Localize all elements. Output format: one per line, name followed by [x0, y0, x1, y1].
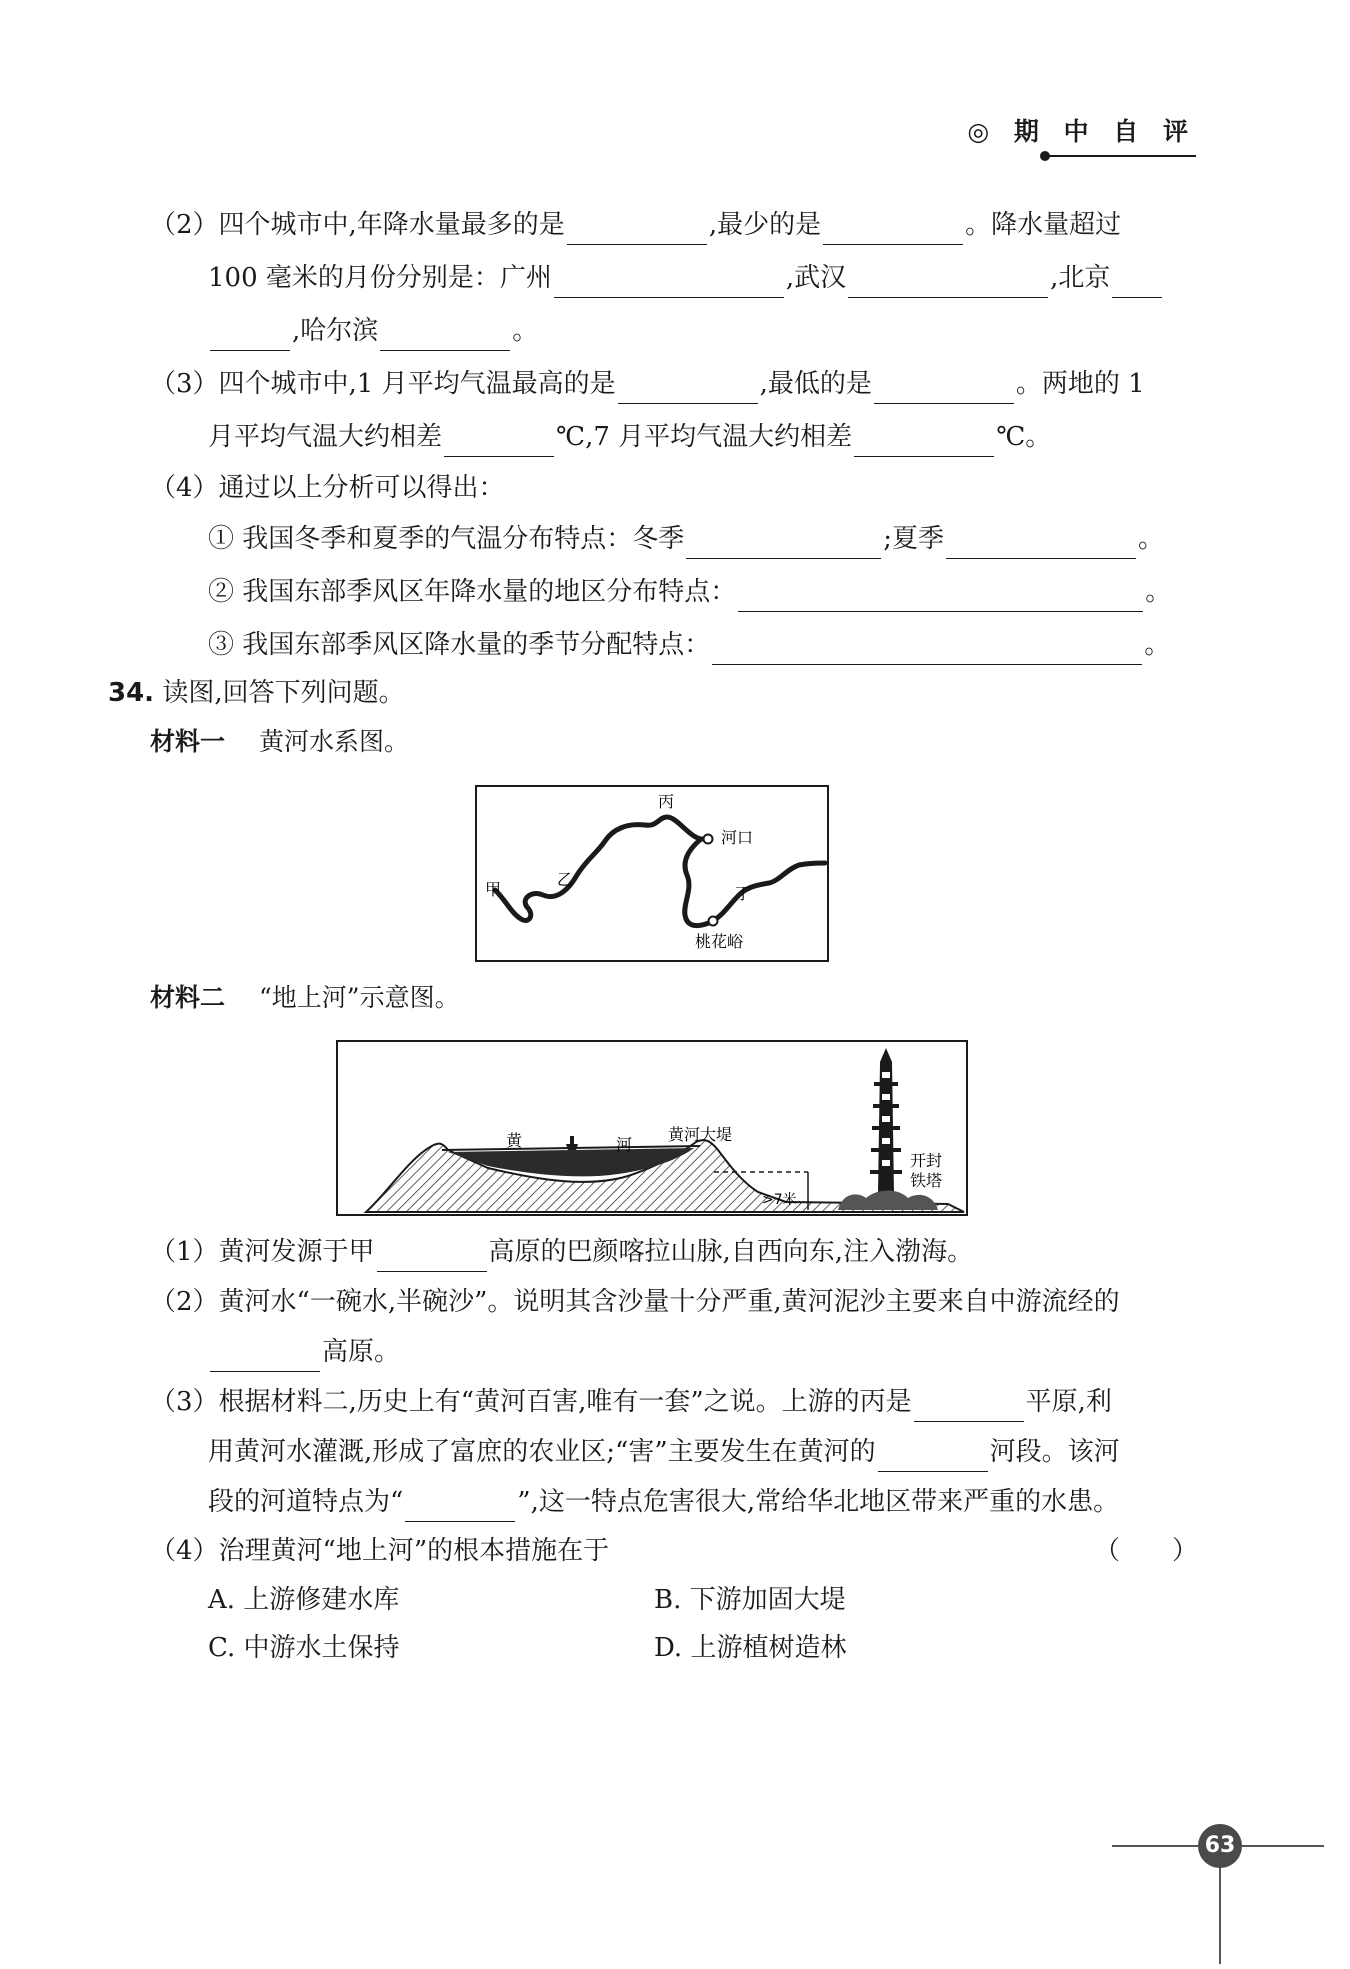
q34-p4-stem: （4）治理黄河“地上河”的根本措施在于 [150, 1536, 610, 1566]
label-he: 河 [616, 1135, 633, 1154]
q33-p2-text-e: ,武汉 [785, 263, 847, 293]
q33-p4-intro: （4）通过以上分析可以得出： [150, 473, 505, 503]
q33-p3-text-f: ℃。 [996, 422, 1052, 452]
blank-regional-rain[interactable] [738, 581, 1143, 612]
q33-p2-text-g: ,哈尔滨 [292, 316, 379, 346]
q34-p3-line2 [208, 1432, 1208, 1472]
q34-p3-text-a: （3）根据材料二,历史上有“黄河百害,唯有一套”之说。上游的丙是 [150, 1387, 912, 1417]
q33-p4-s2-text-a: ② 我国东部季风区年降水量的地区分布特点： [208, 577, 737, 607]
q34-p3-text-c: 用黄河水灌溉,形成了富庶的农业区;“害”主要发生在黄河的 [208, 1437, 876, 1467]
q34-p1-text-a: （1）黄河发源于甲 [150, 1237, 375, 1267]
page-number: 63 [1198, 1824, 1242, 1868]
q34-p3-text-b: 平原,利 [1025, 1387, 1112, 1417]
label-jia: 甲 [485, 880, 502, 899]
section-header: ◎ 期 中 自 评 [967, 117, 1196, 146]
q33-p4-s2-text-b: 。 [1145, 577, 1172, 607]
q33-p2-text-a: （2）四个城市中,年降水量最多的是 [150, 210, 565, 240]
q33-p3-line1 [150, 364, 1150, 404]
q34-p3-text-d: 河段。该河 [989, 1437, 1120, 1467]
page-number-rule-left [1112, 1845, 1198, 1847]
blank-jan-diff[interactable] [444, 426, 554, 457]
yellow-river-path [495, 817, 825, 926]
blank-seasonal-rain[interactable] [712, 634, 1142, 665]
page-number-rule-down [1219, 1868, 1221, 1964]
q33-p3-text-e: ℃,7 月平均气温大约相差 [556, 422, 853, 452]
q33-p4-s1-text-b: ;夏季 [883, 524, 945, 554]
q33-p4-s1-text-c: 。 [1138, 524, 1165, 554]
label-huang: 黄 [506, 1131, 523, 1150]
q34-p3-text-f: ”,这一特点危害很大,常给华北地区带来严重的水患。 [517, 1487, 1120, 1517]
q34-p2-text-b: 高原。 [322, 1337, 401, 1367]
blank-source-plateau[interactable] [377, 1241, 487, 1272]
q34-stem: 读图,回答下列问题。 [162, 678, 405, 708]
blank-jan-max[interactable] [618, 373, 758, 404]
material2-title: “地上河”示意图。 [259, 983, 460, 1012]
q33-p3-line2 [208, 417, 1208, 457]
q34-p3-line3 [208, 1482, 1208, 1522]
blank-river-section[interactable] [878, 1441, 988, 1472]
blank-wuhan[interactable] [848, 267, 1048, 298]
yellow-river-map [475, 785, 829, 962]
answer-parentheses[interactable]: （ ） [1093, 1536, 1198, 1566]
q34-p3-line1 [150, 1382, 1150, 1422]
q33-p2-text-h: 。 [512, 316, 539, 346]
taohuayu-point [709, 917, 718, 926]
blank-summer[interactable] [946, 528, 1136, 559]
label-tower-2: 铁塔 [910, 1171, 943, 1190]
q33-p2-line3 [208, 311, 1208, 351]
q33-p2-text-c: 。降水量超过 [965, 210, 1122, 240]
q33-p2-line1 [150, 205, 1150, 245]
label-dike: 黄河大堤 [668, 1125, 733, 1144]
q34-p1-text-b: 高原的巴颜喀拉山脉,自西向东,注入渤海。 [488, 1237, 974, 1267]
material1-label: 材料一 [150, 727, 226, 756]
material1-title: 黄河水系图。 [259, 727, 410, 756]
q34-number: 34. [108, 678, 155, 708]
blank-sediment-plateau[interactable] [210, 1341, 320, 1372]
blank-plain[interactable] [914, 1391, 1024, 1422]
option-c[interactable]: C. 中游水土保持 [208, 1633, 400, 1663]
label-ding: 丁 [735, 884, 752, 903]
q33-p4-s1-text-a: ① 我国冬季和夏季的气温分布特点：冬季 [208, 524, 685, 554]
material2-label: 材料二 [150, 983, 226, 1012]
q33-p4-s2 [208, 572, 1208, 612]
material2-line [150, 978, 1150, 1018]
blank-jul-diff[interactable] [854, 426, 994, 457]
q33-p3-text-d: 月平均气温大约相差 [208, 422, 443, 452]
boat-icon [566, 1136, 578, 1150]
blank-guangzhou[interactable] [554, 267, 784, 298]
blank-rain-max[interactable] [567, 214, 707, 245]
above-ground-river-diagram [336, 1040, 968, 1216]
label-taohuayu: 桃花峪 [695, 932, 744, 951]
blank-beijing-b[interactable] [210, 320, 290, 351]
label-hekou: 河口 [721, 828, 754, 847]
blank-harbin[interactable] [380, 320, 510, 351]
q34-p2-line2 [208, 1332, 1208, 1372]
hekou-point [704, 835, 713, 844]
q34-p1-line [150, 1232, 1150, 1272]
q33-p2-text-f: ,北京 [1050, 263, 1111, 293]
label-tower-1: 开封 [910, 1151, 943, 1170]
q33-p3-text-b: ,最低的是 [759, 369, 872, 399]
blank-winter[interactable] [686, 528, 881, 559]
q33-p3-text-c: 。两地的 1 [1015, 369, 1145, 399]
option-a[interactable]: A. 上游修建水库 [208, 1585, 400, 1615]
q33-p4-s3 [208, 625, 1208, 665]
q33-p4-s3-text-b: 。 [1144, 630, 1171, 660]
option-b[interactable]: B. 下游加固大堤 [654, 1585, 846, 1615]
material1-line [150, 722, 1150, 762]
q34-stem-line [108, 673, 1108, 713]
blank-jan-min[interactable] [874, 373, 1014, 404]
q33-p4-s1 [208, 519, 1208, 559]
q33-p2-text-d: 100 毫米的月份分别是：广州 [208, 263, 552, 293]
page-number-rule-right [1242, 1845, 1324, 1847]
option-d[interactable]: D. 上游植树造林 [654, 1633, 847, 1663]
q34-p2-line1: （2）黄河水“一碗水,半碗沙”。说明其含沙量十分严重,黄河泥沙主要来自中游流经的 [150, 1287, 1120, 1317]
label-height: >7米 [762, 1192, 797, 1208]
q33-p2-line2 [208, 258, 1208, 298]
q33-p2-text-b: ,最少的是 [708, 210, 822, 240]
q33-p3-text-a: （3）四个城市中,1 月平均气温最高的是 [150, 369, 616, 399]
blank-channel-feature[interactable] [405, 1491, 515, 1522]
blank-beijing-a[interactable] [1112, 267, 1162, 298]
label-yi: 乙 [557, 870, 574, 889]
blank-rain-min[interactable] [823, 214, 963, 245]
q33-p4-s3-text-a: ③ 我国东部季风区降水量的季节分配特点： [208, 630, 711, 660]
header-rule [1046, 155, 1196, 157]
q34-p3-text-e: 段的河道特点为“ [208, 1487, 404, 1517]
label-bing: 丙 [658, 792, 675, 811]
